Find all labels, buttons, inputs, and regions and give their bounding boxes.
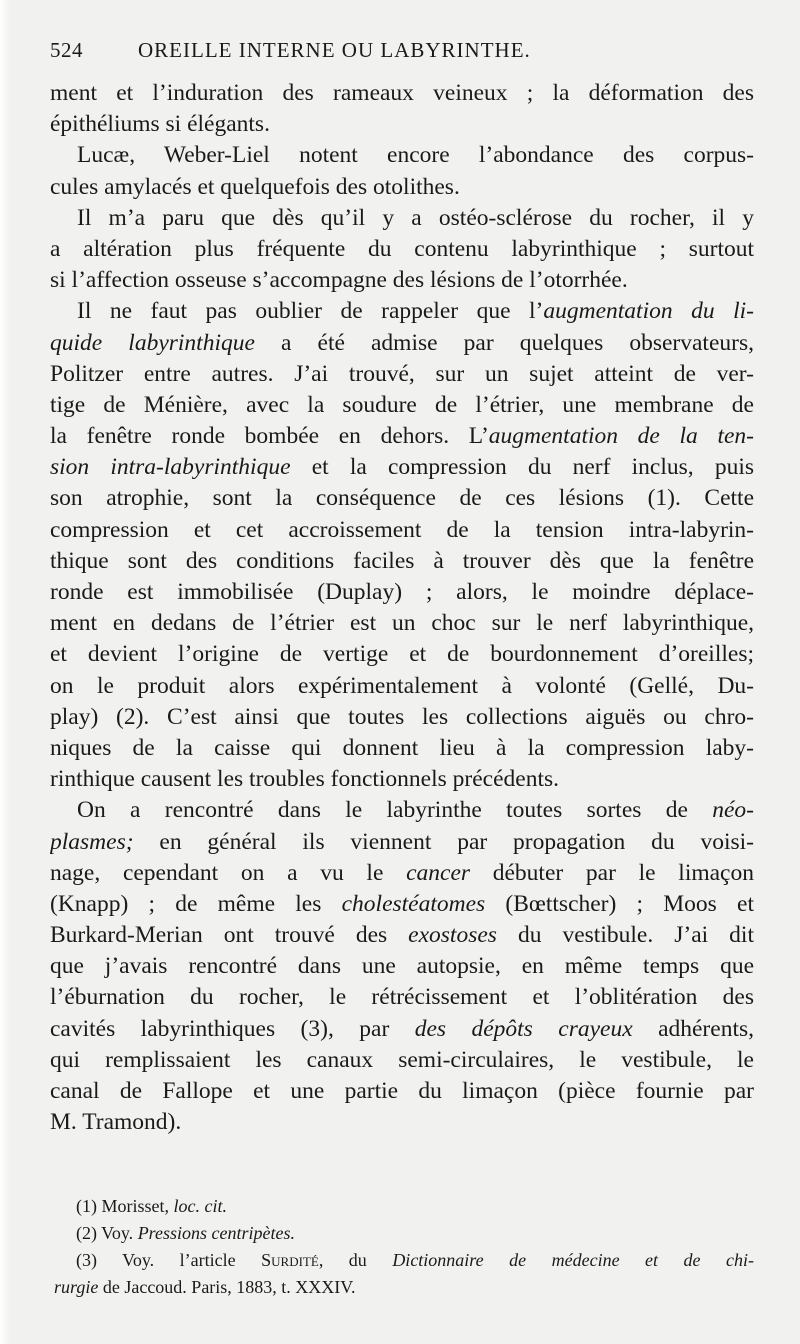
italic-term: augmentation du li- [543, 298, 754, 325]
text-line: ronde est immobilisée (Duplay) ; alors, le moindre déplace- [50, 579, 754, 605]
text-line: rinthique causent les troubles fonctionnels précédents. [50, 766, 560, 793]
italic-term: cancer [406, 859, 471, 886]
footnote-mark: (3) [76, 1250, 97, 1270]
footnotes [54, 1193, 754, 1301]
text-line: quide labyrinthique a été admise par quelques observateurs, [50, 329, 754, 356]
text-line: et devient l’origine de vertige et de bourdonnement d’oreilles; [50, 641, 754, 668]
text-line: On a rencontré dans le labyrinthe toutes sortes de néo- [77, 797, 754, 824]
text-line: thique sont des conditions faciles à trouver dès que la fenêtre [50, 547, 754, 574]
text-line: que j’avais rencontré dans une autopsie, en même temps que [50, 953, 754, 980]
text-line: (Knapp) ; de même les cholestéatomes (Bœttscher) ; Moos et [50, 890, 754, 917]
italic-term: plasmes; [50, 828, 134, 855]
text-line: cules amylacés et quelquefois des otolithes. [50, 173, 460, 200]
text-line: Politzer entre autres. J’ai trouvé, sur un sujet atteint de ver- [50, 360, 754, 387]
text-line: on le produit alors expérimentalement à volonté (Gellé, Du- [50, 672, 754, 699]
text-line: tige de Ménière, avec la soudure de l’étrier, une membrane de [50, 391, 754, 418]
text-line: a altération plus fréquente du contenu labyrinthique ; surtout [50, 235, 754, 262]
body-text [50, 78, 754, 1138]
footnote-1: (1) Morisset, loc. cit. [76, 1196, 227, 1216]
text-line: si l’affection osseuse s’accompagne des lésions de l’otorrhée. [50, 267, 628, 294]
text-line: épithéliums si élégants. [50, 111, 270, 138]
footnote-3-continued: rurgie de Jaccoud. Paris, 1883, t. XXXIV. [54, 1277, 356, 1297]
text-line: Il ne faut pas oublier de rappeler que l’augmentation du li- [77, 298, 754, 325]
italic-term: cholestéatomes [341, 890, 486, 917]
footnote-mark: (1) [76, 1196, 97, 1216]
text-line: compression et cet accroissement de la tension intra-labyrin- [50, 516, 754, 543]
text-line: qui remplissaient les canaux semi-circulaires, le vestibule, le [50, 1046, 754, 1073]
text-line: canal de Fallope et une partie du limaçon (pièce fournie par [50, 1078, 754, 1104]
text-line: Burkard-Merian ont trouvé des exostoses du vestibule. J’ai dit [50, 922, 754, 949]
footnote-mark: (2) [76, 1223, 97, 1243]
footnote-2: (2) Voy. Pressions centripètes. [76, 1223, 295, 1243]
italic-term: des dépôts crayeux [414, 1015, 633, 1042]
text-line: Lucæ, Weber-Liel notent encore l’abondance des corpus- [77, 142, 754, 169]
italic-term: sion intra-labyrinthique [50, 454, 291, 481]
page-edge [0, 0, 10, 1344]
running-header [50, 38, 760, 68]
italic-term: néo- [712, 797, 754, 824]
text-line: ment et l’induration des rameaux veineux ; la déformation des [50, 80, 754, 106]
text-line: nage, cependant on a vu le cancer débuter par le limaçon [50, 859, 754, 886]
italic-term: augmentation de la ten- [488, 423, 754, 450]
footnote-3: (3) Voy. l’article Surdité, du Dictionnaire de médecine et de chi- [76, 1250, 754, 1270]
text-line: Il m’a paru que dès qu’il y a ostéo-sclérose du rocher, il y [77, 204, 754, 231]
text-line: niques de la caisse qui donnent lieu à la compression laby- [50, 734, 754, 761]
text-line: cavités labyrinthiques (3), par des dépôts crayeux adhérents, [50, 1015, 754, 1042]
text-line: son atrophie, sont la conséquence de ces lésions (1). Cette [50, 485, 754, 512]
italic-term: exostoses [408, 922, 497, 949]
text-line: l’éburnation du rocher, le rétrécissement et l’oblitération des [50, 984, 754, 1011]
text-line: play) (2). C’est ainsi que toutes les collections aiguës ou chro- [50, 703, 754, 730]
text-line: la fenêtre ronde bombée en dehors. L’augmentation de la ten- [50, 423, 754, 450]
text-line: sion intra-labyrinthique et la compression du nerf inclus, puis [50, 454, 754, 481]
italic-term: quide labyrinthique [50, 329, 255, 356]
text-line: plasmes; en général ils viennent par propagation du voisi- [50, 828, 754, 855]
text-line: ment en dedans de l’étrier est un choc sur le nerf labyrinthique, [50, 610, 754, 637]
running-title: OREILLE INTERNE OU LABYRINTHE. [138, 38, 531, 62]
page-number: 524 [50, 38, 83, 62]
text-line: M. Tramond). [50, 1109, 182, 1136]
